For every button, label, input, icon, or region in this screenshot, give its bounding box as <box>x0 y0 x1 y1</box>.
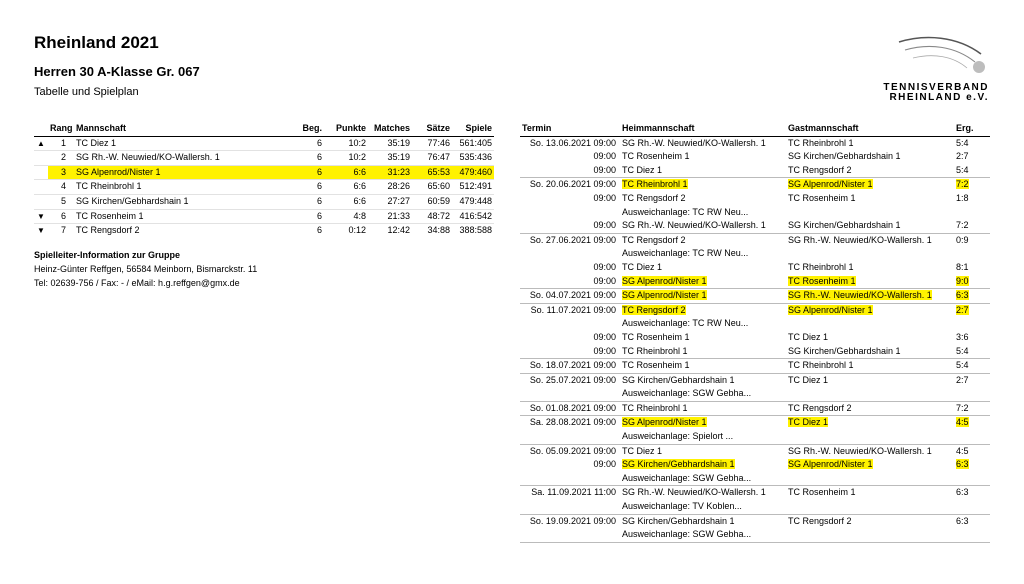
col-matches: Matches <box>373 123 410 133</box>
match-result: 2:7 <box>956 304 969 315</box>
guest-team: SG Alpenrod/Nister 1 <box>788 304 873 315</box>
matches-cell: 31:23 <box>368 165 412 180</box>
spiele-cell: 479:460 <box>452 165 494 180</box>
match-result: 7:2 <box>956 220 969 231</box>
rank-cell: 3 <box>48 165 68 180</box>
home-team: Ausweichanlage: TC RW Neu... <box>622 318 749 329</box>
match-result: 2:7 <box>956 151 969 162</box>
home-team: Ausweichanlage: TV Koblen... <box>622 501 742 512</box>
match-date: So. 05.09.2021 09:00 <box>529 445 616 456</box>
match-date: Sa. 28.08.2021 09:00 <box>529 417 616 428</box>
match-date: 09:00 <box>593 345 616 356</box>
schedule-row <box>520 136 990 150</box>
home-team: TC Rheinbrohl 1 <box>622 179 688 190</box>
team-cell: TC Rengsdorf 2 <box>76 225 140 236</box>
match-date: So. 27.06.2021 09:00 <box>529 234 616 245</box>
matches-cell: 35:19 <box>387 152 410 163</box>
match-date: So. 18.07.2021 09:00 <box>529 360 616 371</box>
match-date: So. 25.07.2021 09:00 <box>529 374 616 385</box>
col-rang: Rang <box>50 123 73 133</box>
rank-cell: 5 <box>60 195 66 206</box>
spiele-cell: 479:448 <box>459 195 492 206</box>
guest-team: TC Rengsdorf 2 <box>788 515 852 526</box>
schedule-row <box>520 444 990 458</box>
match-result: 4:5 <box>956 445 969 456</box>
schedule-row <box>520 289 990 304</box>
home-team: SG Alpenrod/Nister 1 <box>622 275 707 286</box>
match-result: 1:8 <box>956 192 969 203</box>
col-termin: Termin <box>522 123 552 133</box>
schedule-row <box>520 486 990 500</box>
saetze-cell: 65:53 <box>412 165 452 180</box>
schedule-row <box>520 430 990 444</box>
match-result: 8:1 <box>956 261 969 272</box>
guest-team: SG Kirchen/Gebhardshain 1 <box>788 220 901 231</box>
matches-cell: 12:42 <box>387 225 410 236</box>
match-date: So. 04.07.2021 09:00 <box>529 290 616 301</box>
match-date: 09:00 <box>593 261 616 272</box>
match-date: So. 11.07.2021 09:00 <box>530 304 616 315</box>
home-team: TC Diez 1 <box>622 261 663 272</box>
trend-down-icon: ▼ <box>37 211 45 221</box>
col-spiele: Spiele <box>465 123 492 133</box>
col-punkte: Punkte <box>335 123 366 133</box>
rank-cell: 2 <box>60 152 66 163</box>
schedule-table <box>520 122 990 543</box>
standings-row <box>34 224 494 238</box>
beg-cell: 6 <box>316 195 322 206</box>
schedule-row <box>520 178 990 192</box>
team-cell: TC Rosenheim 1 <box>76 210 144 221</box>
standings-header-row <box>34 122 494 136</box>
match-result: 6:3 <box>956 459 969 470</box>
guest-team: SG Kirchen/Gebhardshain 1 <box>788 345 901 356</box>
info-address: Heinz-Günter Reffgen, 56584 Meinborn, Bismarckstr. 11 <box>34 264 258 274</box>
saetze-cell: 76:47 <box>427 152 450 163</box>
home-team: Ausweichanlage: Spielort ... <box>622 431 734 442</box>
schedule-row <box>520 387 990 401</box>
team-cell: SG Rh.-W. Neuwied/KO-Wallersh. 1 <box>76 152 220 163</box>
punkte-cell: 6:6 <box>353 195 366 206</box>
match-date: So. 13.06.2021 09:00 <box>529 137 616 148</box>
standings-row <box>34 194 494 209</box>
home-team: SG Rh.-W. Neuwied/KO-Wallersh. 1 <box>622 220 766 231</box>
schedule-row <box>520 514 990 528</box>
tennisverband-logo <box>883 34 995 106</box>
home-team: Ausweichanlage: SGW Gebha... <box>622 388 752 399</box>
standings-row <box>34 209 494 224</box>
guest-team: TC Rosenheim 1 <box>788 487 856 498</box>
guest-team: TC Rengsdorf 2 <box>788 402 852 413</box>
col-beg: Beg. <box>302 123 322 133</box>
page-title: Rheinland 2021 <box>34 33 159 52</box>
matches-cell: 27:27 <box>387 195 410 206</box>
beg-cell: 6 <box>316 210 322 221</box>
beg-cell: 6 <box>278 165 324 180</box>
col-mannschaft: Mannschaft <box>76 123 127 133</box>
home-team: SG Rh.-W. Neuwied/KO-Wallersh. 1 <box>622 137 766 148</box>
col-saetze: Sätze <box>426 123 450 133</box>
match-result: 7:2 <box>956 179 969 190</box>
punkte-cell: 4:8 <box>353 210 366 221</box>
match-date: Sa. 11.09.2021 11:00 <box>531 487 616 498</box>
schedule-row <box>520 359 990 374</box>
home-team: TC Diez 1 <box>622 164 663 175</box>
guest-team: TC Rosenheim 1 <box>788 192 856 203</box>
group-info <box>34 248 257 290</box>
punkte-cell: 6:6 <box>324 165 368 180</box>
schedule-row <box>520 472 990 486</box>
match-result: 7:2 <box>956 402 969 413</box>
schedule-row <box>520 416 990 430</box>
logo-text-line1: TENNISVERBAND <box>883 82 989 93</box>
col-gastmannschaft: Gastmannschaft <box>788 123 859 133</box>
match-date: 09:00 <box>593 220 616 231</box>
match-date: 09:00 <box>593 151 616 162</box>
schedule-row <box>520 164 990 178</box>
team-cell: TC Diez 1 <box>76 137 117 148</box>
schedule-row <box>520 317 990 331</box>
match-date: 09:00 <box>593 275 616 286</box>
trend-none <box>34 151 48 166</box>
league-title: Herren 30 A-Klasse Gr. 067 <box>34 64 200 79</box>
schedule-row <box>520 247 990 261</box>
saetze-cell: 48:72 <box>427 210 450 221</box>
guest-team: TC Rheinbrohl 1 <box>788 261 854 272</box>
match-date: So. 01.08.2021 09:00 <box>529 402 616 413</box>
saetze-cell: 77:46 <box>427 137 450 148</box>
team-cell: TC Rheinbrohl 1 <box>76 181 142 192</box>
rank-cell: 6 <box>60 210 66 221</box>
match-result: 4:5 <box>956 417 969 428</box>
punkte-cell: 6:6 <box>353 181 366 192</box>
standings-table <box>34 122 494 238</box>
spiele-cell: 535:436 <box>459 152 492 163</box>
match-result: 3:6 <box>956 331 969 342</box>
home-team: SG Alpenrod/Nister 1 <box>622 290 707 301</box>
home-team: TC Diez 1 <box>622 445 663 456</box>
beg-cell: 6 <box>316 152 322 163</box>
match-result: 9:0 <box>956 275 969 286</box>
home-team: TC Rosenheim 1 <box>622 360 690 371</box>
rank-cell: 1 <box>60 137 66 148</box>
tennis-swoosh-icon <box>895 34 995 82</box>
schedule-row <box>520 261 990 275</box>
punkte-cell: 10:2 <box>348 137 366 148</box>
home-team: SG Kirchen/Gebhardshain 1 <box>622 459 735 470</box>
match-date: 09:00 <box>593 164 616 175</box>
schedule-row <box>520 219 990 233</box>
beg-cell: 6 <box>316 181 322 192</box>
match-result: 6:3 <box>956 515 969 526</box>
col-heimmannschaft: Heimmannschaft <box>622 123 695 133</box>
saetze-cell: 60:59 <box>427 195 450 206</box>
col-ergebnis: Erg. <box>956 123 974 133</box>
rank-cell: 4 <box>60 181 66 192</box>
guest-team: TC Rheinbrohl 1 <box>788 360 854 371</box>
rank-cell: 7 <box>60 225 66 236</box>
team-cell: SG Kirchen/Gebhardshain 1 <box>76 195 189 206</box>
match-date: So. 19.09.2021 09:00 <box>529 515 616 526</box>
guest-team: SG Rh.-W. Neuwied/KO-Wallersh. 1 <box>788 445 932 456</box>
guest-team: SG Alpenrod/Nister 1 <box>788 459 873 470</box>
trend-up-icon: ▲ <box>37 138 45 148</box>
schedule-row <box>520 192 990 206</box>
trend-header <box>34 122 48 136</box>
schedule-header-row <box>520 122 990 136</box>
guest-team: TC Rheinbrohl 1 <box>788 137 854 148</box>
match-date: 09:00 <box>593 192 616 203</box>
matches-cell: 28:26 <box>387 181 410 192</box>
trend-down-icon: ▼ <box>37 226 45 236</box>
match-result: 5:4 <box>956 360 969 371</box>
standings-row <box>34 151 494 166</box>
home-team: SG Kirchen/Gebhardshain 1 <box>622 515 735 526</box>
guest-team: TC Diez 1 <box>788 417 829 428</box>
match-result: 2:7 <box>956 374 969 385</box>
matches-cell: 21:33 <box>387 210 410 221</box>
trend-none <box>34 194 48 209</box>
home-team: SG Alpenrod/Nister 1 <box>622 417 707 428</box>
saetze-cell: 34:88 <box>427 225 450 236</box>
schedule-row <box>520 303 990 317</box>
schedule-row <box>520 500 990 514</box>
home-team: TC Rosenheim 1 <box>622 151 690 162</box>
schedule-row <box>520 401 990 416</box>
home-team: SG Rh.-W. Neuwied/KO-Wallersh. 1 <box>622 487 766 498</box>
guest-team: SG Alpenrod/Nister 1 <box>788 179 873 190</box>
schedule-row <box>520 345 990 359</box>
spiele-cell: 561:405 <box>459 137 492 148</box>
schedule-row <box>520 528 990 542</box>
beg-cell: 6 <box>316 225 322 236</box>
guest-team: SG Rh.-W. Neuwied/KO-Wallersh. 1 <box>788 234 932 245</box>
punkte-cell: 10:2 <box>348 152 366 163</box>
punkte-cell: 0:12 <box>348 225 366 236</box>
match-result: 5:4 <box>956 345 969 356</box>
spiele-cell: 416:542 <box>459 210 492 221</box>
match-result: 5:4 <box>956 137 969 148</box>
saetze-cell: 65:60 <box>427 181 450 192</box>
standings-row <box>34 165 494 180</box>
info-heading: Spielleiter-Information zur Gruppe <box>34 250 181 260</box>
home-team: Ausweichanlage: SGW Gebha... <box>622 472 752 483</box>
match-result: 6:3 <box>956 290 969 301</box>
matches-cell: 35:19 <box>387 137 410 148</box>
trend-none <box>34 180 48 195</box>
schedule-row <box>520 206 990 220</box>
standings-row <box>34 180 494 195</box>
schedule-row <box>520 458 990 472</box>
page-subtitle: Tabelle und Spielplan <box>34 86 139 98</box>
match-date: So. 20.06.2021 09:00 <box>529 179 616 190</box>
logo-text-line2: RHEINLAND e.V. <box>889 92 989 103</box>
home-team: TC Rengsdorf 2 <box>622 234 686 245</box>
guest-team: TC Diez 1 <box>788 331 829 342</box>
spiele-cell: 388:588 <box>459 225 492 236</box>
standings-row <box>34 136 494 151</box>
guest-team: SG Rh.-W. Neuwied/KO-Wallersh. 1 <box>788 290 932 301</box>
home-team: TC Rosenheim 1 <box>622 331 690 342</box>
guest-team: TC Rengsdorf 2 <box>788 164 852 175</box>
schedule-row <box>520 233 990 247</box>
home-team: Ausweichanlage: TC RW Neu... <box>622 206 749 217</box>
home-team: SG Kirchen/Gebhardshain 1 <box>622 374 735 385</box>
schedule-row <box>520 331 990 345</box>
guest-team: SG Kirchen/Gebhardshain 1 <box>788 151 901 162</box>
schedule-row <box>520 275 990 289</box>
team-cell: SG Alpenrod/Nister 1 <box>68 165 278 180</box>
home-team: TC Rengsdorf 2 <box>622 304 686 315</box>
home-team: Ausweichanlage: SGW Gebha... <box>622 529 752 540</box>
match-date: 09:00 <box>593 459 616 470</box>
guest-team: TC Rosenheim 1 <box>788 275 856 286</box>
match-result: 5:4 <box>956 164 969 175</box>
schedule-row <box>520 373 990 387</box>
home-team: Ausweichanlage: TC RW Neu... <box>622 248 749 259</box>
match-result: 0:9 <box>956 234 969 245</box>
trend-none <box>34 165 48 180</box>
schedule-row <box>520 150 990 164</box>
guest-team: TC Diez 1 <box>788 374 829 385</box>
home-team: TC Rheinbrohl 1 <box>622 402 688 413</box>
match-date: 09:00 <box>593 331 616 342</box>
spiele-cell: 512:491 <box>459 181 492 192</box>
home-team: TC Rengsdorf 2 <box>622 192 686 203</box>
match-result: 6:3 <box>956 487 969 498</box>
beg-cell: 6 <box>316 137 322 148</box>
info-contact: Tel: 02639-756 / Fax: - / eMail: h.g.reffgen@gmx.de <box>34 278 240 288</box>
home-team: TC Rheinbrohl 1 <box>622 345 688 356</box>
